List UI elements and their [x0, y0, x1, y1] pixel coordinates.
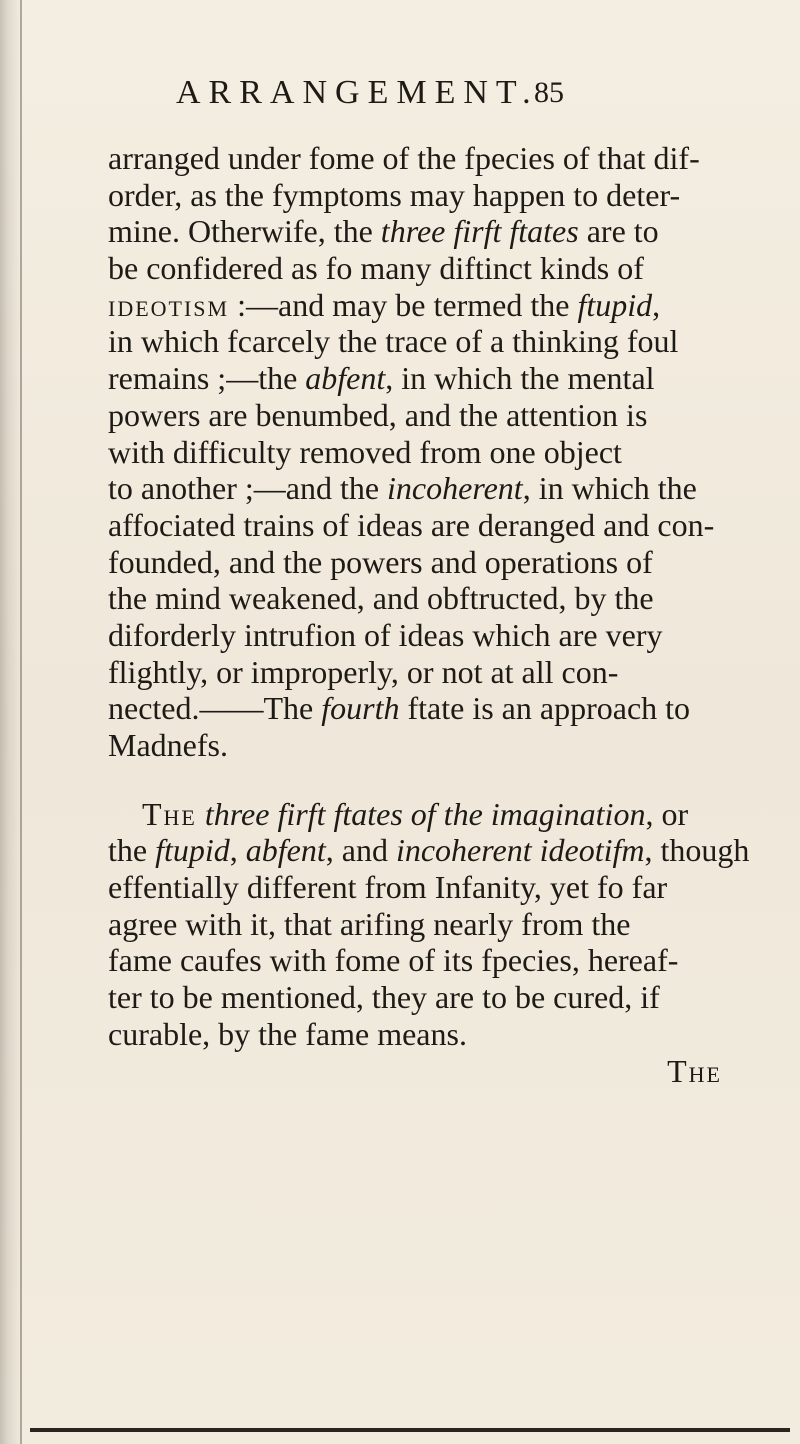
- running-head: ARRANGEMENT.: [176, 74, 539, 111]
- text-run: ,: [229, 832, 246, 869]
- text-line: ter to be mentioned, they are to be cured, if: [108, 979, 660, 1016]
- text-run: to another ;—and the: [108, 470, 388, 507]
- text-line: [108, 287, 728, 324]
- text-run: are to: [578, 213, 659, 250]
- paragraph-2: [108, 795, 750, 1090]
- italic-term: ftupid: [155, 832, 230, 869]
- text-line: order, as the fymptoms may happen to deter-: [108, 176, 681, 213]
- text-run: :—and may be termed the: [229, 286, 578, 323]
- text-line: agree with it, that arifing nearly from the: [108, 905, 631, 942]
- text-line: [108, 470, 728, 507]
- text-run: mine. Otherwife, the: [108, 213, 373, 250]
- text-line: diforderly intrufion of ideas which are very: [108, 616, 663, 653]
- page-number: 85: [534, 76, 564, 109]
- text-run: ,: [652, 286, 661, 323]
- text-line: flightly, or improperly, or not at all con-: [108, 653, 619, 690]
- text-run: nected.——The: [108, 690, 322, 727]
- text-line: Madnefs.: [108, 727, 228, 763]
- page-header: [176, 74, 576, 122]
- small-caps-opening: The: [142, 795, 197, 832]
- text-run: , or: [645, 795, 689, 832]
- text-run: , though: [644, 832, 750, 869]
- text-line: in which fcarcely the trace of a thinking foul: [108, 323, 679, 360]
- text-line: curable, by the fame means.: [108, 1015, 467, 1052]
- text-line: the mind weakened, and obftructed, by the: [108, 580, 654, 617]
- text-run: , and: [325, 832, 396, 869]
- small-caps-term: ideotism: [108, 286, 230, 323]
- text-line: [108, 213, 728, 250]
- italic-term: fourth: [321, 690, 400, 727]
- binding-gutter: [20, 0, 22, 1444]
- text-run: remains ;—the: [108, 360, 306, 397]
- italic-term: ftupid: [577, 286, 653, 323]
- text-run: ftate is an approach to: [399, 690, 691, 727]
- text-line: [108, 690, 728, 727]
- paragraph-1: [108, 140, 728, 764]
- catchword-text: The: [667, 1052, 722, 1089]
- italic-term: abfent: [305, 360, 386, 397]
- text-line: arranged under fome of the fpecies of that dif-: [108, 140, 700, 176]
- italic-term: abfent: [245, 832, 326, 869]
- text-line: powers are benumbed, and the attention is: [108, 396, 648, 433]
- text-run: , in which the: [522, 470, 697, 507]
- text-run: , in which the mental: [385, 360, 655, 397]
- text-line: affociated trains of ideas are deranged and con-: [108, 506, 715, 543]
- italic-term: incoherent: [387, 470, 523, 507]
- catchword: [108, 1053, 728, 1090]
- italic-phrase: three firft ftates: [380, 213, 579, 250]
- paragraph-gap: [108, 764, 728, 796]
- body-text: [108, 140, 750, 1089]
- bottom-edge-rule: [30, 1428, 790, 1432]
- text-line: be confidered as fo many diftinct kinds of: [108, 250, 644, 287]
- text-line: [108, 832, 750, 869]
- text-line: with difficulty removed from one object: [108, 433, 622, 470]
- italic-term: incoherent ideotifm: [395, 832, 645, 869]
- text-line: effentially different from Infanity, yet fo far: [108, 869, 668, 906]
- text-line: fame caufes with fome of its fpecies, hereaf-: [108, 942, 679, 979]
- italic-phrase: three firft ftates of the imagination: [204, 795, 646, 832]
- text-line: founded, and the powers and operations of: [108, 543, 653, 580]
- text-run: the: [108, 832, 156, 869]
- text-line: [108, 360, 728, 397]
- text-line: [108, 796, 728, 833]
